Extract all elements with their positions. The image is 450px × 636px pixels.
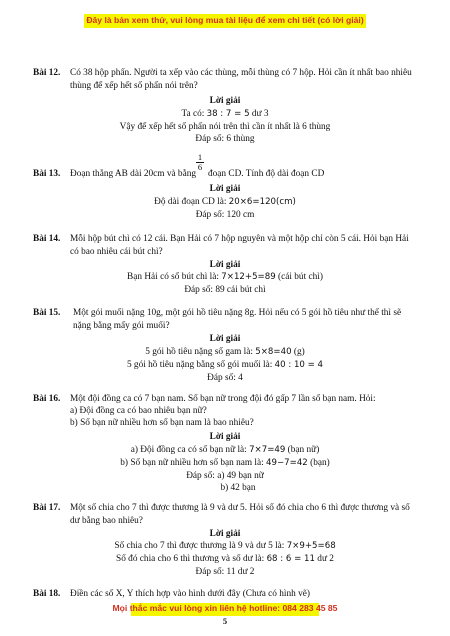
fraction	[196, 153, 204, 172]
problem-label: Bài 14.	[33, 234, 61, 244]
answer-line: Đáp số: 120 cm	[195, 210, 255, 220]
problem-question: Mỗi hộp bút chì có 12 cái. Bạn Hải có 7 hộp nguyên và một hộp chỉ còn 5 cái. Hỏi bạn Hải có bao nhiêu cái bút chì?	[70, 234, 409, 257]
problem-question: Có 38 hộp phấn. Người ta xếp vào các thùng, mỗi thùng có 7 hộp. Hỏi cần ít nhất bao nhiêu thùng để xếp hết số phấn nói trên?	[70, 68, 412, 91]
solution-line: Số chia cho 7 thì được thương là 9 và dư 5 là: 7×9+5=68	[114, 541, 336, 551]
math-expression: 40 : 10 = 4	[274, 360, 324, 370]
solution-line: 5 gói hồ tiêu nặng bằng số gói muối là: 40 : 10 = 4	[126, 360, 324, 370]
hotline-notice: Mọi thắc mắc vui lòng xin liên hệ hotline: 084 283 45 85	[112, 603, 338, 613]
solution-line: Vậy để xếp hết số phấn nói trên thì cần ít nhất là 6 thùng	[119, 122, 331, 132]
solution-line: Bạn Hải có số bút chì là: 7×12+5=89 (cái bút chì)	[127, 272, 323, 282]
math-expression: 5×8=40	[255, 347, 292, 357]
problem-question: Một số chia cho 7 thì được thương là 9 và dư 5. Hỏi số đó chia cho 6 thì được thương và số dư bằng bao nhiêu?	[70, 503, 410, 526]
answer-line: Đáp số: 4	[207, 373, 243, 383]
math-expression: 38 : 7 = 5	[206, 109, 250, 119]
preview-notice: Đây là bản xem thử, vui lòng mua tài liệu để xem chi tiết (có lời giải)	[86, 15, 364, 25]
preview-banner	[0, 14, 450, 30]
problem-label: Bài 18.	[33, 589, 61, 599]
fraction-denominator: 6	[197, 162, 203, 172]
solution-title: Lời giải	[209, 529, 241, 539]
problem-question: Một gói muối nặng 10g, một gói hồ tiêu nặng 8g. Hỏi nếu có 5 gói hồ tiêu như thế thì sẽ nặng bằng mấy gói muối?	[73, 308, 402, 331]
math-expression: 7×7=49	[249, 445, 286, 455]
math-expression: 7×12+5=89	[221, 272, 276, 282]
sub-question: b) Số bạn nữ nhiều hơn số bạn nam là bao nhiêu?	[70, 418, 254, 428]
problem-label: Bài 17.	[33, 503, 61, 513]
solution-line: b) Số bạn nữ nhiều hơn số bạn nam là: 49−7=42 (bạn)	[120, 458, 330, 468]
solution-title: Lời giải	[209, 432, 241, 442]
answer-line: Đáp số: a) 49 bạn nữ	[186, 471, 264, 481]
problem-label: Bài 16.	[33, 394, 61, 404]
solution-line: Ta có: 38 : 7 = 5 dư 3	[181, 109, 269, 119]
answer-line: Đáp số: 11 dư 2	[195, 567, 255, 577]
solution-title: Lời giải	[209, 184, 241, 194]
solution-title: Lời giải	[209, 334, 241, 344]
fraction-numerator: 1	[197, 152, 203, 162]
answer-line: Đáp số: 6 thùng	[195, 134, 255, 144]
solution-line: a) Đội đồng ca có số bạn nữ là: 7×7=49 (bạn nữ)	[130, 445, 320, 455]
math-expression: 49−7=42	[266, 458, 308, 468]
problem-label: Bài 13.	[33, 169, 61, 179]
problem-question: Điền các số X, Y thích hợp vào hình dưới đây (Chưa có hình vẽ)	[70, 589, 310, 599]
solution-line: Độ dài đoạn CD là: 20×6=120(cm)	[154, 197, 296, 207]
solution-title: Lời giải	[209, 260, 241, 270]
math-expression: 68 : 6 = 11	[266, 554, 315, 564]
problem-question: Một đội đồng ca có 7 bạn nam. Số bạn nữ trong đội đó gấp 7 lần số bạn nam. Hỏi:	[70, 394, 376, 404]
solution-line: Số đó chia cho 6 thì thương và số dư là: 68 : 6 = 11 dư 2	[116, 554, 334, 564]
solution-line: 5 gói hồ tiêu nặng số gam là: 5×8=40 (g)	[145, 347, 305, 357]
answer-line: Đáp số: 89 cái bút chì	[184, 285, 266, 295]
answer-line: b) 42 bạn	[220, 483, 256, 493]
problem-question: Đoạn thẳng AB dài 20cm và bằng đoạn CD. Tính độ dài đoạn CD	[70, 169, 325, 179]
problem-label: Bài 15.	[33, 308, 61, 318]
page-number: 5	[222, 616, 228, 626]
math-expression: 20×6=120	[228, 197, 277, 207]
solution-title: Lời giải	[209, 96, 241, 106]
sub-question: a) Đội đồng ca có bao nhiêu bạn nữ?	[70, 406, 207, 416]
math-expression: 7×9+5=68	[286, 541, 336, 551]
problem-label: Bài 12.	[33, 68, 61, 78]
